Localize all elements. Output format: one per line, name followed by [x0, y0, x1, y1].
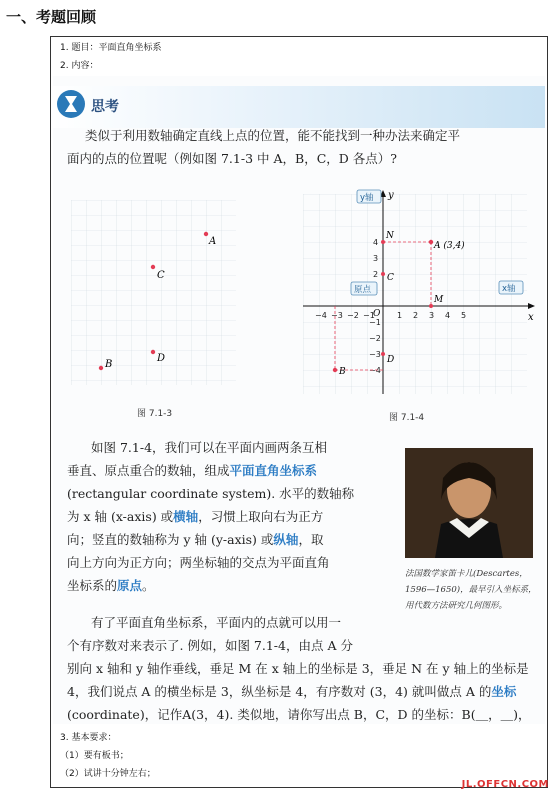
point-c: [151, 265, 155, 269]
term-origin: 原点: [117, 578, 143, 593]
point-a-3-4: [429, 240, 433, 244]
svg-text:−3: −3: [331, 311, 343, 320]
term-vertical-axis: 纵轴: [273, 532, 299, 547]
body-line: 如图 7.1-4，我们可以在平面内画两条互相: [91, 440, 328, 455]
svg-text:y轴: y轴: [360, 193, 374, 203]
svg-text:D: D: [387, 355, 395, 365]
textbook-scan: [53, 76, 545, 724]
figure-7-1-4: [299, 188, 537, 400]
watermark: JL.OFFCN.COM: [461, 779, 549, 790]
requirement-item: （2）试讲十分钟左右；: [60, 769, 156, 779]
svg-text:5: 5: [461, 311, 467, 320]
svg-text:O: O: [373, 309, 381, 319]
point-a: [204, 232, 208, 236]
term-coordinate-system: 平面直角坐标系: [229, 463, 318, 478]
point-c-label: C: [157, 270, 165, 281]
svg-text:y: y: [388, 190, 394, 201]
body-line: 别向 x 轴和 y 轴作垂线，垂足 M 在 x 轴上的坐标是 3，垂足 N 在 y 轴上的坐标是: [67, 661, 529, 676]
body-line: 坐标系的原点。: [67, 578, 155, 593]
requirement-item: （1）要有板书；: [60, 751, 129, 761]
descartes-portrait: [405, 448, 533, 558]
body-line: 个有序数对来表示了. 例如，如图 7.1-4，由点 A 分: [67, 638, 353, 653]
body-line: 为 x 轴 (x-axis) 或横轴，习惯上取向右为正方: [67, 509, 324, 524]
svg-text:B: B: [339, 367, 346, 377]
svg-text:2: 2: [413, 311, 419, 320]
svg-text:−4: −4: [315, 311, 327, 320]
body-line: 有了平面直角坐标系，平面内的点就可以用一: [91, 615, 342, 630]
svg-text:A (3,4): A (3,4): [434, 241, 465, 251]
section-heading: 一、考题回顾: [6, 8, 97, 26]
svg-text:4: 4: [445, 311, 451, 320]
svg-text:−1: −1: [369, 318, 381, 327]
point-a-label: A: [209, 236, 217, 247]
svg-text:−3: −3: [369, 350, 381, 359]
svg-text:x轴: x轴: [502, 284, 516, 294]
svg-text:3: 3: [373, 254, 379, 263]
term-horizontal-axis: 横轴: [173, 509, 199, 524]
figure-7-1-3: [71, 200, 241, 390]
point-b-label: B: [105, 359, 113, 370]
svg-text:x: x: [528, 312, 534, 323]
think-text-line2: 面内的点的位置呢（例如图 7.1-3 中 A，B，C，D 各点）?: [67, 151, 397, 166]
body-line: 向上方向为正方向；两坐标轴的交点为平面直角: [67, 555, 330, 570]
think-icon: [57, 90, 85, 118]
svg-text:C: C: [387, 273, 394, 283]
svg-text:M: M: [434, 295, 444, 305]
point-d: [151, 350, 155, 354]
think-text-line1: 类似于利用数轴确定直线上点的位置，能不能找到一种办法来确定平: [85, 128, 461, 143]
svg-text:−1: −1: [363, 311, 375, 320]
svg-text:1: 1: [397, 311, 403, 320]
body-line: 4，我们说点 A 的横坐标是 3，纵坐标是 4，有序数对 (3，4) 就叫做点 A 的坐标: [67, 684, 517, 699]
point-b: [99, 366, 103, 370]
body-line: (rectangular coordinate system). 水平的数轴称: [67, 486, 355, 501]
svg-text:−2: −2: [347, 311, 359, 320]
svg-text:−4: −4: [369, 366, 381, 375]
term-coordinate: 坐标: [491, 684, 517, 699]
portrait-caption: 法国数学家笛卡儿(Descartes，1596—1650)，最早引入坐标系，用代数方法研究几何图形。: [405, 569, 537, 611]
figure-7-1-3-caption: 图 7.1-3: [137, 409, 173, 419]
figure-7-1-4-caption: 图 7.1-4: [389, 413, 425, 423]
think-banner: [53, 86, 545, 128]
body-line: (coordinate)，记作A(3，4). 类似地，请你写出点 B，C，D 的坐标：B(＿，＿)，: [67, 707, 531, 722]
svg-text:原点: 原点: [354, 285, 372, 295]
body-line: 向；竖直的数轴称为 y 轴 (y-axis) 或纵轴，取: [67, 532, 324, 547]
body-line: 垂直、原点重合的数轴，组成平面直角坐标系: [67, 463, 318, 478]
svg-text:2: 2: [373, 270, 379, 279]
topic-line: 1. 题目：平面直角坐标系: [60, 43, 162, 53]
svg-text:3: 3: [429, 311, 435, 320]
think-label: 思考: [91, 99, 119, 115]
svg-text:4: 4: [373, 238, 379, 247]
requirements-title: 3. 基本要求：: [60, 733, 117, 743]
point-d-label: D: [157, 353, 166, 364]
svg-text:−2: −2: [369, 334, 381, 343]
content-label: 2. 内容：: [60, 61, 99, 71]
svg-text:N: N: [386, 231, 394, 241]
